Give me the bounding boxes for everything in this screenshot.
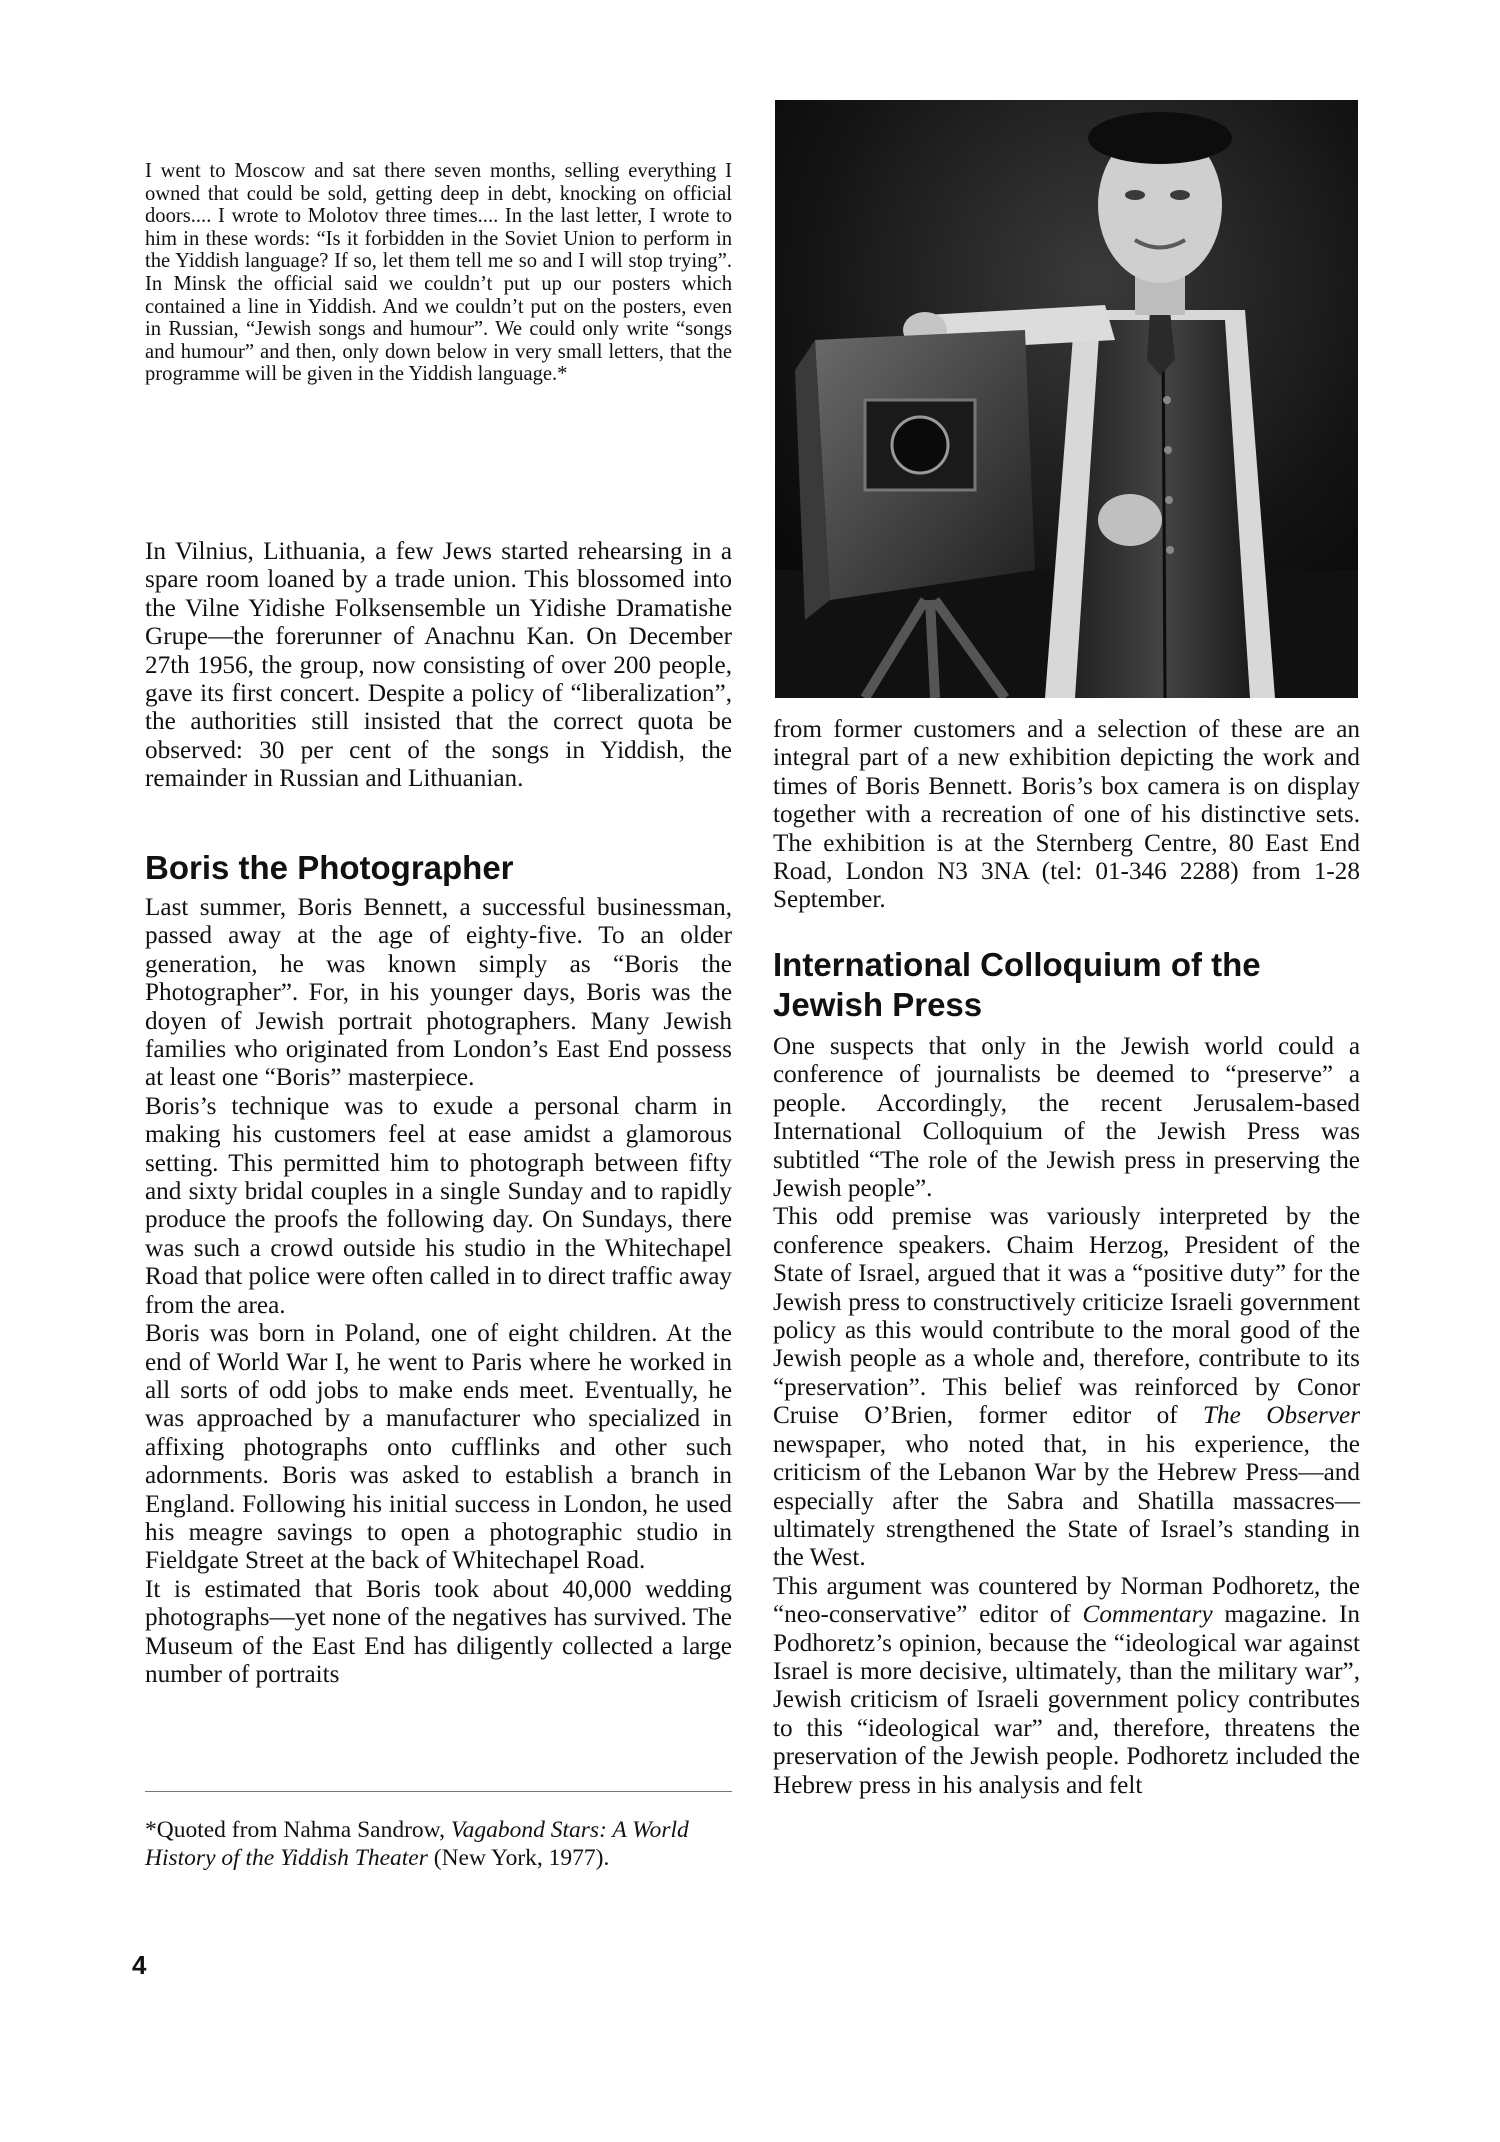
footnote-book-title: Vagabond Stars: A World History of the Yiddish Theater xyxy=(145,1817,689,1871)
commentary-title: Commentary xyxy=(1082,1601,1213,1629)
p2-after: newspaper, who noted that, in his experience, the criticism of the Lebanon War by the Hebrew Press—and especially after the Sabra and Shatilla massacres—ultimately strengthened the State of Israel’s standing in the West. xyxy=(773,1430,1360,1572)
continuation-paragraph: from former customers and a selection of these are an integral part of a new exhibition depicting the work and times of Boris Bennett. Boris’s box camera is on display together with a recreation of one of his distinctive sets. The exhibition is at the Sternberg Centre, 80 East End Road, London N3 3NA (tel: 01-346 2288) from 1-28 September. xyxy=(773,716,1360,914)
colloquium-paragraph-2 xyxy=(773,1203,1360,1572)
boris-article xyxy=(145,894,732,1689)
colloquium-heading: International Colloquium of the Jewish Press xyxy=(773,946,1261,1023)
vilnius-paragraph: In Vilnius, Lithuania, a few Jews started rehearsing in a spare room loaned by a trade union. This blossomed into the Vilne Yidishe Folksensemble un Yidishe Dramatishe Grupe—the forerunner of Anachnu Kan. On December 27th 1956, the group, now consisting of over 200 people, gave its first concert. Despite a policy of “liberalization”, the authorities still insisted that the correct quota be observed: 30 per cent of the songs in Yiddish, the remainder in Russian and Lithuanian. xyxy=(145,538,732,793)
boris-photograph-image xyxy=(775,100,1358,698)
p2-before: This odd premise was variously interpreted by the conference speakers. Chaim Herzog, President of the State of Israel, argued that it was a “positive duty” for the Jewish press to constructively criticize Israeli government policy as this would contribute to the moral good of the Jewish people as a whole and, therefore, contribute to its “preservation”. This belief was reinforced by Conor Cruise O’Brien, former editor of xyxy=(773,1203,1360,1430)
footnote-prefix: *Quoted from Nahma Sandrow, xyxy=(145,1817,451,1843)
p3-before: This argument was countered by Norman Podhoretz, the “neo-conservative” editor of xyxy=(773,1572,1360,1629)
boris-paragraph-4: It is estimated that Boris took about 40,000 wedding photographs—yet none of the negatives has survived. The Museum of the East End has diligently collected a large number of portraits xyxy=(145,1575,732,1688)
boris-photograph xyxy=(775,100,1358,698)
colloquium-paragraph-1: One suspects that only in the Jewish world could a conference of journalists be deemed to “preserve” a people. Accordingly, the recent Jerusalem-based International Colloquium of the Jewish Press was subtitled “The role of the Jewish press in preserving the Jewish people”. xyxy=(773,1033,1360,1203)
boris-paragraph-3: Boris was born in Poland, one of eight children. At the end of World War I, he went to Paris where he worked in all sorts of odd jobs to make ends meet. Eventually, he was approached by a manufacturer who specialized in affixing photographs onto cufflinks and other such adornments. Boris was asked to establish a branch in England. Following his initial success in London, he used his meagre savings to open a photographic studio in Fieldgate Street at the back of Whitechapel Road. xyxy=(145,1320,732,1575)
vilnius-paragraph-block xyxy=(145,538,732,794)
page-number: 4 xyxy=(132,1950,147,1980)
boris-heading: Boris the Photographer xyxy=(145,849,514,886)
p3-after: magazine. In Podhoretz’s opinion, because the “ideological war against Israel is more decisive, ultimately, than the military war”, Jewish criticism of Israeli government policy contributes to this “ideological war” and, therefore, threatens the preservation of the Jewish people. Podhoretz included the Hebrew press in his analysis and felt xyxy=(773,1601,1361,1799)
boris-paragraph-2: Boris’s technique was to exude a personal charm in making his customers feel at ease amidst a glamorous setting. This permitted him to photograph between fifty and sixty bridal couples in a single Sunday and to rapidly produce the proofs the following day. On Sundays, there was such a crowd outside his studio in the Whitechapel Road that police were often called in to direct traffic away from the area. xyxy=(145,1092,732,1319)
yiddish-quote xyxy=(145,160,732,386)
colloquium-article xyxy=(773,1033,1360,1800)
quote-text: I went to Moscow and sat there seven months, selling everything I owned that could be sold, getting deep in debt, knocking on official doors.... I wrote to Molotov three times.... In the last letter, I wrote to him in these words: “Is it forbidden in the Soviet Union to perform in the Yiddish language? If so, let them tell me so and I will stop trying”. In Minsk the official said we couldn’t put up our posters which contained a line in Yiddish. And we couldn’t put on the posters, even in Russian, “Jewish songs and humour”. We could only write “songs and humour” and then, only down below in very small letters, that the programme will be given in the Yiddish language.* xyxy=(145,160,732,386)
footnote-suffix: (New York, 1977). xyxy=(427,1844,610,1871)
boris-paragraph-1: Last summer, Boris Bennett, a successful businessman, passed away at the age of eighty-five. To an older generation, he was known simply as “Boris the Photographer”. For, in his younger days, Boris was the doyen of Jewish portrait photographers. Many Jewish families who originated from London’s East End possess at least one “Boris” masterpiece. xyxy=(145,894,732,1092)
footnote-divider xyxy=(145,1791,732,1792)
exhibition-continuation xyxy=(773,716,1360,915)
footnote xyxy=(145,1817,732,1872)
observer-title: The Observer xyxy=(1203,1402,1360,1430)
colloquium-paragraph-3 xyxy=(773,1573,1360,1800)
